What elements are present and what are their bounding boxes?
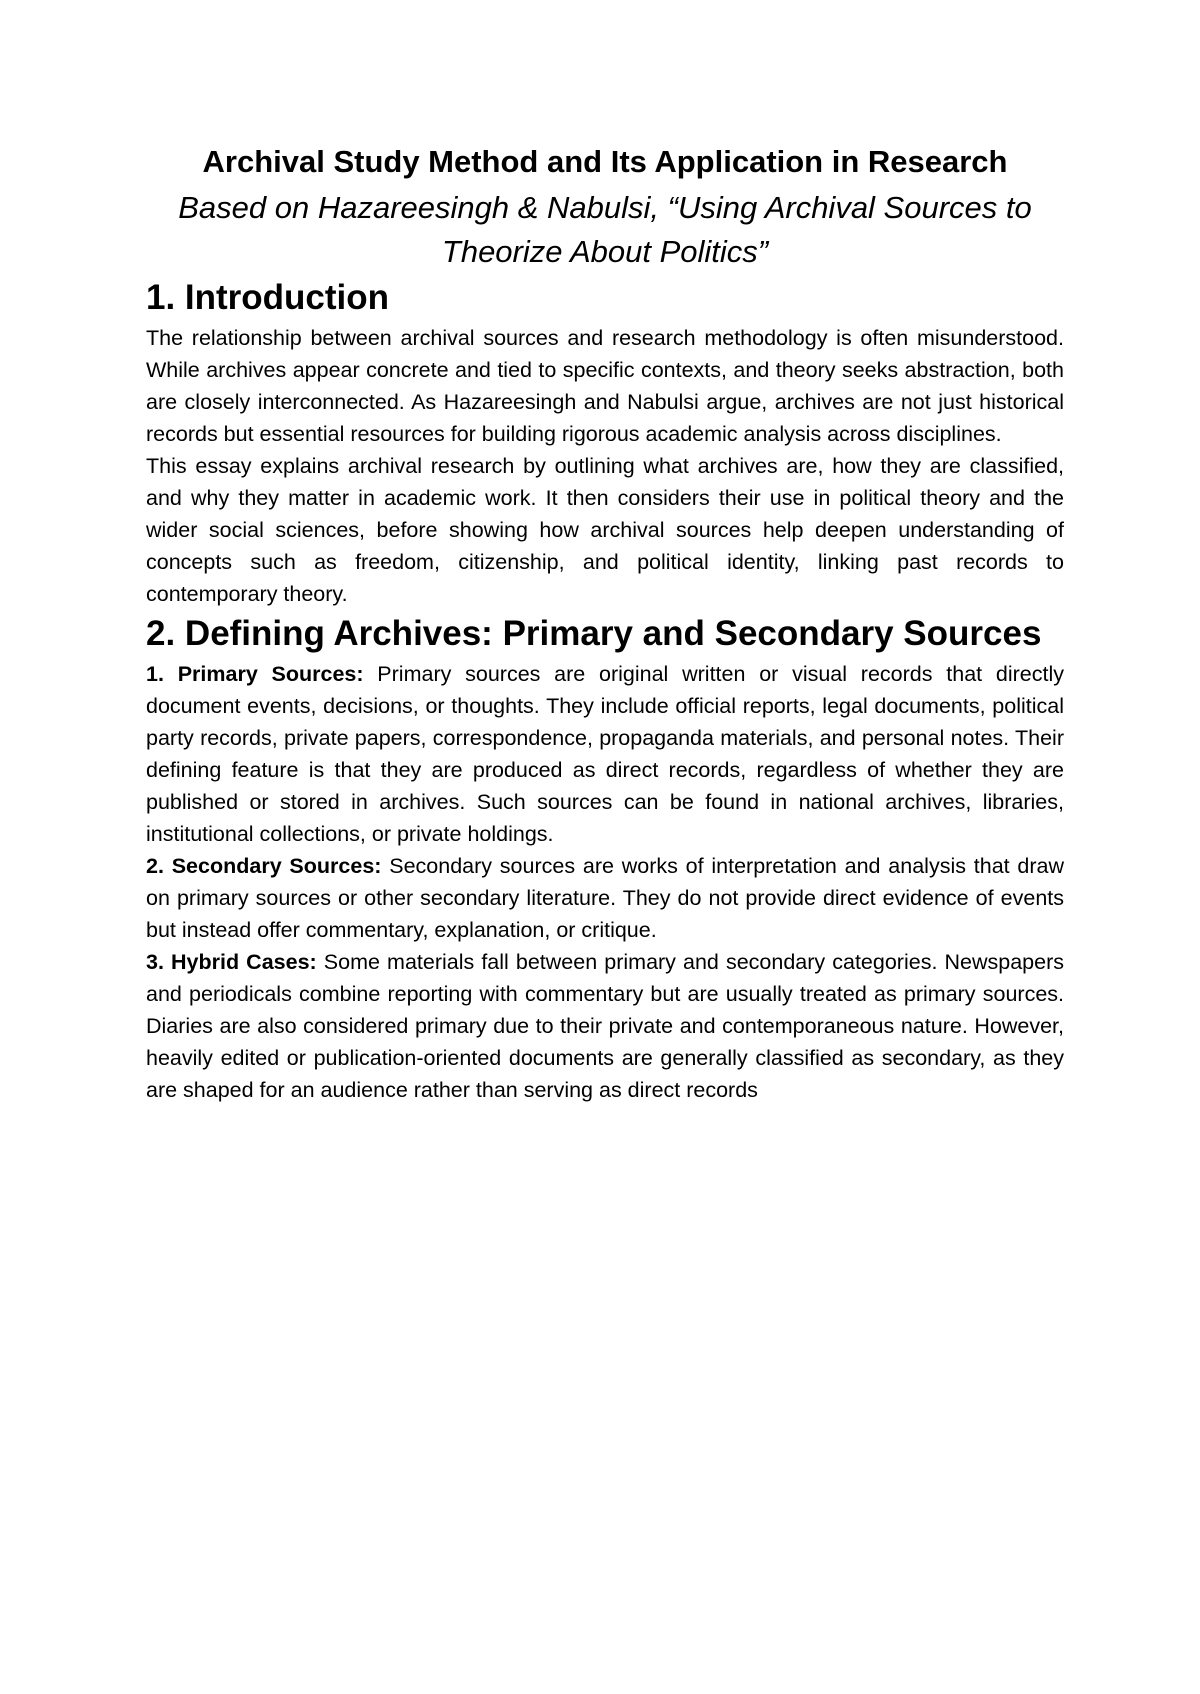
section-heading-defining-archives: 2. Defining Archives: Primary and Secondary Sources (146, 614, 1042, 653)
document-page (146, 142, 1064, 1106)
section-heading-introduction: 1. Introduction (146, 278, 390, 317)
introduction-paragraph-2: This essay explains archival research by outlining what archives are, how they are classified, and why they matter in academic work. It then considers their use in political theory and the wider social sciences, before showing how archival sources help deepen understanding of concepts such as freedom, citizenship, and political identity, linking past records to contemporary theory. (146, 454, 1064, 606)
secondary-sources-label: 2. Secondary Sources: (146, 854, 382, 878)
hybrid-cases-paragraph (146, 946, 1064, 1106)
introduction-paragraph-1: The relationship between archival sources and research methodology is often misunderstood. While archives appear concrete and tied to specific contexts, and theory seeks abstraction, both are closely interconnected. As Hazareesingh and Nabulsi argue, archives are not just historical records but essential resources for building rigorous academic analysis across disciplines. (146, 326, 1064, 446)
primary-sources-paragraph (146, 658, 1064, 850)
secondary-sources-paragraph (146, 850, 1064, 946)
document-title: Archival Study Method and Its Application in Research (202, 144, 1008, 179)
primary-sources-label: 1. Primary Sources: (146, 662, 364, 686)
hybrid-cases-text: Some materials fall between primary and secondary categories. Newspapers and periodicals combine reporting with commentary but are usually treated as primary sources. Diaries are also considered primary due to their private and contemporaneous nature. However, heavily edited or publication-oriented documents are generally classified as secondary, as they are shaped for an audience rather than serving as direct records (146, 950, 1064, 1102)
hybrid-cases-label: 3. Hybrid Cases: (146, 950, 317, 974)
section-defining-archives (146, 610, 1064, 1106)
primary-sources-text: Primary sources are original written or visual records that directly document events, decisions, or thoughts. They include official reports, legal documents, political party records, private papers, correspondence, propaganda materials, and personal notes. Their defining feature is that they are produced as direct records, regardless of whether they are published or stored in archives. Such sources can be found in national archives, libraries, institutional collections, or private holdings. (146, 662, 1064, 846)
section-introduction (146, 274, 1064, 610)
document-subtitle: Based on Hazareesingh & Nabulsi, “Using Archival Sources to Theorize About Politics” (178, 190, 1032, 269)
secondary-sources-text: Secondary sources are works of interpretation and analysis that draw on primary sources or other secondary literature. They do not provide direct evidence of events but instead offer commentary, explanation, or critique. (146, 854, 1065, 942)
